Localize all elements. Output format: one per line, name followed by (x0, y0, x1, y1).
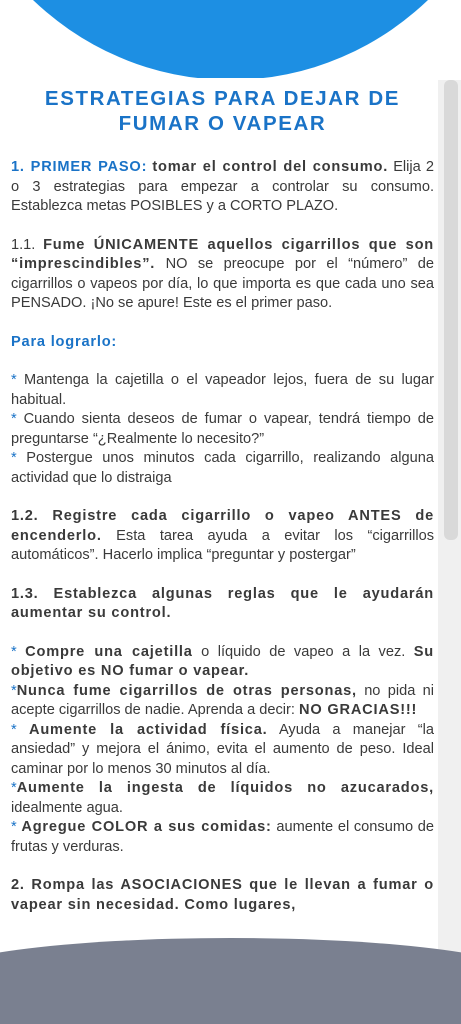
bullet-star: * (11, 819, 17, 835)
list-item-text: Cuando sienta deseos de fumar o vapear, tendrá tiempo de preguntarse “¿Realmente lo necesito?” (11, 411, 434, 447)
s12-body: Esta tarea ayuda a evitar los “cigarrillos automáticos”. Hacerlo implica “preguntar y postergar” (11, 527, 434, 563)
bullet-star: * (11, 643, 17, 660)
s13-bold: 1.3. Establezca algunas reglas que le ayudarán aumentar su control. (11, 585, 434, 621)
s2-bold: 2. Rompa las ASOCIACIONES que le llevan a fumar o vapear sin necesidad. Como lugares, (11, 877, 434, 913)
rule-item (11, 779, 434, 818)
s12-paragraph (11, 507, 434, 566)
s11-number: 1.1. (11, 236, 36, 253)
step1-heading: 1. PRIMER PASO: (11, 159, 148, 175)
bottom-footer-band (0, 938, 461, 1024)
s11-body: NO se preocupe por el “número” de cigarrillos o vapeos por día, lo que importa es que cada uno sea PENSADO. ¡No se apure! Este es el primer paso. (11, 256, 434, 311)
rule-text: Ayuda a manejar “la ansiedad” y mejora el ánimo, evita el aumento de peso. Ideal caminar por lo menos 30 minutos al día. (11, 721, 434, 777)
s13-paragraph (11, 585, 434, 624)
rule-bold-2: NO GRACIAS!!! (299, 702, 418, 718)
list-item (11, 410, 434, 449)
rule-item (11, 643, 434, 682)
top-header-band (0, 0, 461, 80)
rule-bold: Aumente la ingesta de líquidos no azucarados, (16, 780, 434, 796)
page-title: ESTRATEGIAS PARA DEJAR DE FUMAR O VAPEAR (44, 87, 401, 135)
rule-text: no pida ni acepte cigarrillos de nadie. Aprenda a decir: (11, 682, 434, 718)
list-item (11, 371, 434, 410)
rule-bold: Compre una cajetilla (25, 643, 193, 660)
bullet-star: * (11, 411, 17, 427)
list-item-text: Mantenga la cajetilla o el vapeador lejos, fuera de su lugar habitual. (11, 372, 434, 408)
rule-text: o líquido de vapeo a la vez. (192, 643, 414, 660)
s11-paragraph (11, 236, 434, 314)
rule-item (11, 818, 434, 857)
scrollbar-thumb[interactable] (444, 80, 458, 540)
bullet-star: * (11, 372, 17, 388)
step1-paragraph (11, 158, 434, 217)
bullet-star: * (11, 780, 17, 796)
bullet-star: * (11, 682, 17, 699)
rule-text: idealmente agua. (11, 799, 123, 816)
rule-item (11, 721, 434, 780)
rule-bold-2: Su objetivo es NO fumar o vapear. (11, 643, 434, 679)
step1-heading-rest: tomar el control del consumo. (152, 159, 389, 175)
bullet-star: * (11, 721, 17, 738)
lograrlo-heading (11, 333, 434, 353)
s2-paragraph (11, 876, 434, 915)
rule-bold: Agregue COLOR a sus comidas: (21, 819, 272, 835)
rule-item (11, 682, 434, 721)
rule-bold: Nunca fume cigarrillos de otras personas, (16, 682, 357, 699)
list-item-text: Postergue unos minutos cada cigarrillo, realizando alguna actividad que lo distraiga (11, 450, 434, 486)
rule-text: aumente el consumo de frutas y verduras. (11, 819, 435, 855)
rule-bold: Aumente la actividad física. (28, 721, 268, 738)
list-item (11, 449, 434, 488)
bullet-star: * (11, 450, 17, 466)
step1-body: Elija 2 o 3 estrategias para empezar a controlar su consumo. Establezca metas POSIBLES y a CORTO PLAZO. (11, 159, 434, 214)
article-content (11, 86, 434, 934)
s11-bold: Fume ÚNICAMENTE aquellos cigarrillos que son “imprescindibles”. (11, 236, 434, 272)
lograrlo-label: Para lograrlo: (11, 333, 118, 350)
s12-bold: 1.2. Registre cada cigarrillo o vapeo ANTES de encenderlo. (11, 508, 434, 544)
